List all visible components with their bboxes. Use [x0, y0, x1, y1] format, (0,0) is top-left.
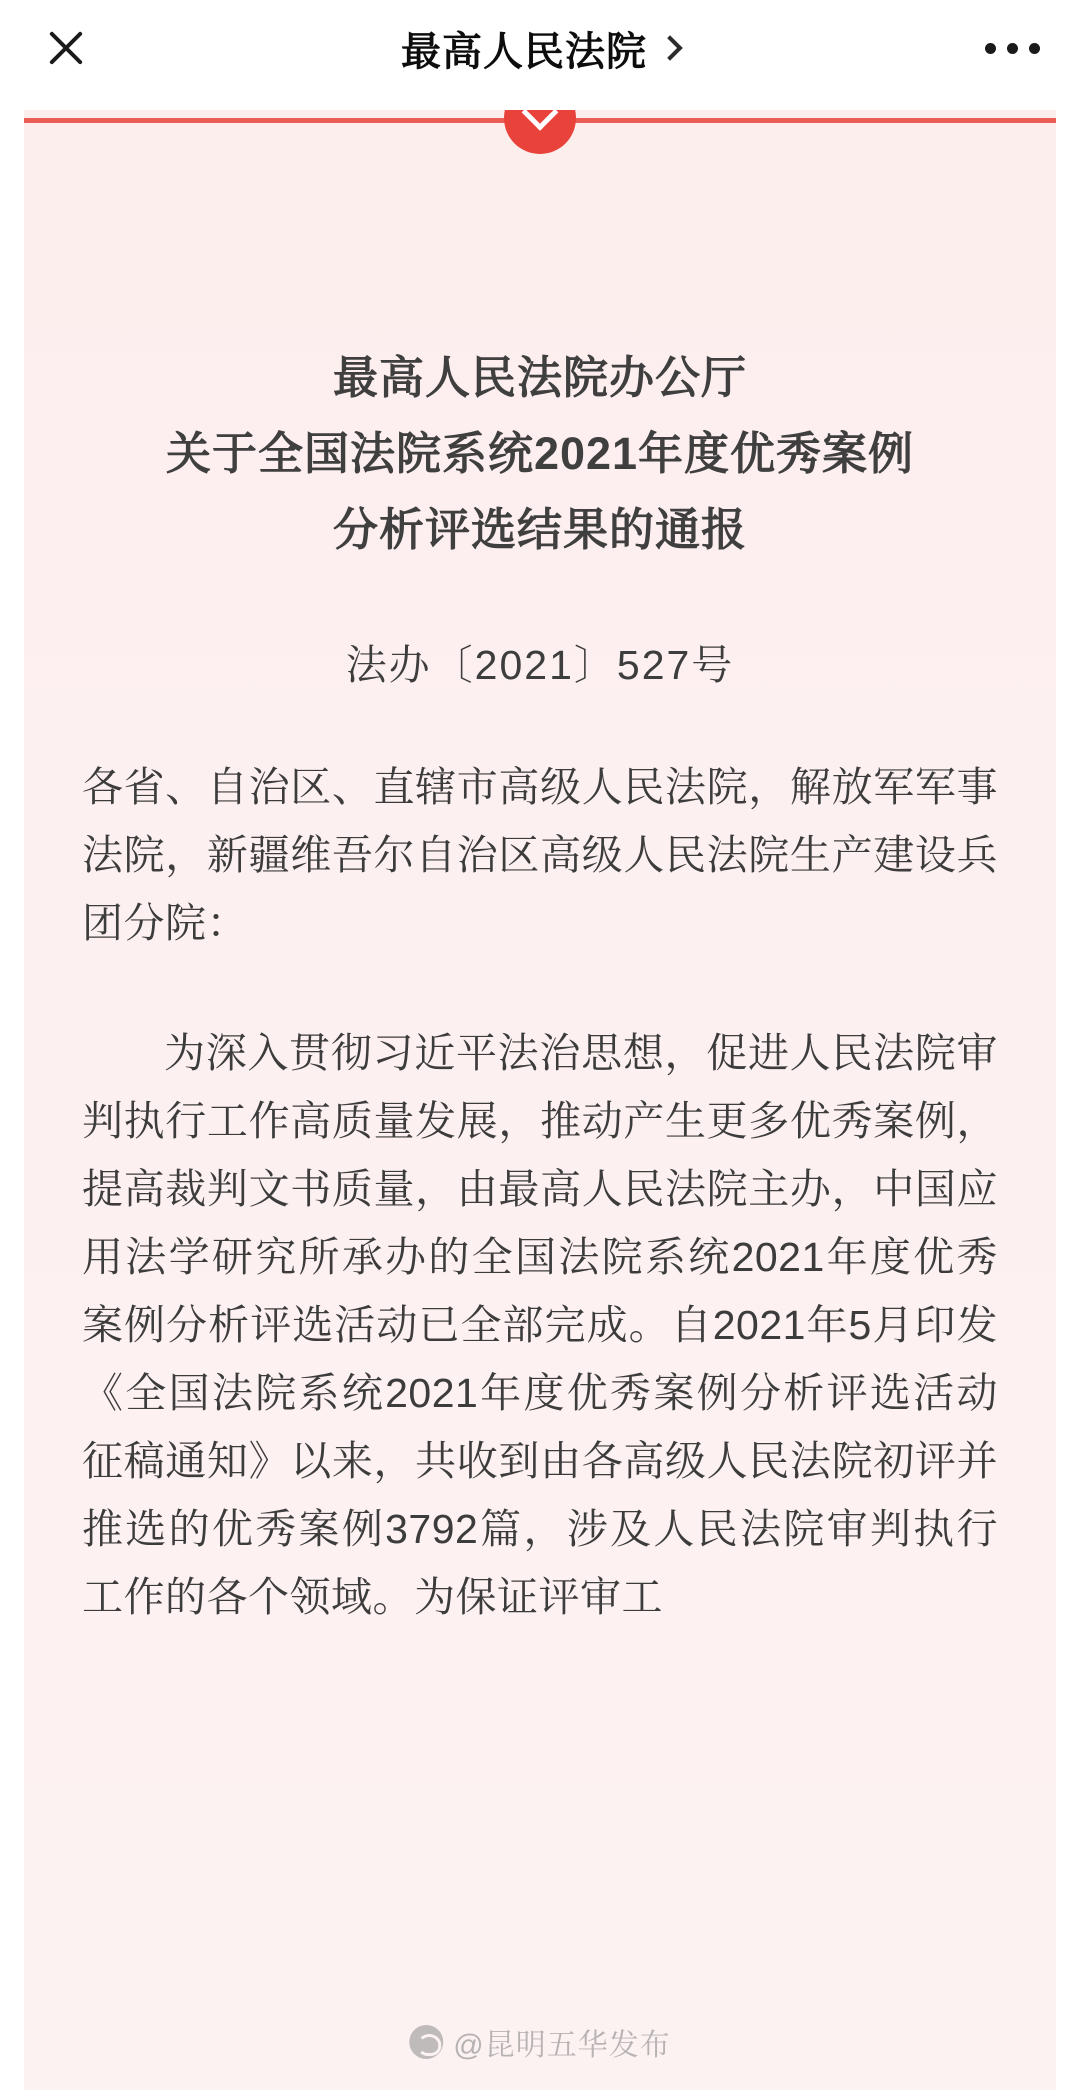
article-card [24, 110, 1056, 2090]
more-options-icon[interactable] [983, 33, 1042, 64]
nav-title-container [0, 0, 1080, 96]
chevron-down-icon [522, 110, 559, 131]
watermark-label: @昆明五华发布 [453, 2029, 671, 2062]
document-paragraph-body: 为深入贯彻习近平法治思想，促进人民法院审判执行工作高质量发展，推动产生更多优秀案例，提高裁判文书质量，由最高人民法院主办，中国应用法学研究所承办的全国法院系统2021年度优秀案例分析评选活动已全部完成。自2021年5月印发《全国法院系统2021年度优秀案例分析评选活动征稿通知》以来，共收到由各高级人民法院初评并推选的优秀案例3792篇，涉及人民法院审判执行工作的各个领域。为保证评审工 [82, 1030, 998, 1620]
close-icon[interactable] [38, 20, 94, 76]
page-title[interactable]: 最高人民法院 [401, 29, 647, 74]
document-number: 法办〔2021〕527号 [345, 642, 735, 688]
document-title [82, 340, 998, 568]
weibo-icon [409, 2025, 443, 2059]
top-navigation-bar [0, 0, 1080, 96]
more-dot [985, 43, 996, 54]
document-paragraph-addressee: 各省、自治区、直辖市高级人民法院，解放军军事法院，新疆维吾尔自治区高级人民法院生产建设兵团分院： [82, 764, 998, 946]
document-title-line-3: 分析评选结果的通报 [332, 504, 747, 555]
document-title-line-2: 关于全国法院系统2021年度优秀案例 [165, 428, 915, 479]
document-title-line-1: 最高人民法院办公厅 [332, 352, 747, 403]
chevron-right-icon[interactable] [657, 35, 682, 60]
more-dot [1029, 43, 1040, 54]
document-body [24, 110, 1056, 1631]
more-dot [1007, 43, 1018, 54]
watermark [409, 2020, 670, 2064]
